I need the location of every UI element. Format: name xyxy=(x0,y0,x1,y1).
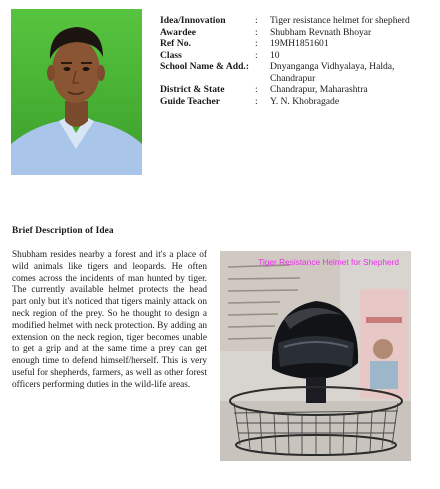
helmet-photo xyxy=(220,251,411,461)
detail-separator: : xyxy=(255,49,258,61)
detail-separator: : xyxy=(255,95,258,107)
detail-separator: : xyxy=(255,84,258,95)
detail-separator: : xyxy=(255,26,258,38)
photo-caption: Tiger Resistance Helmet for Shepherd xyxy=(258,257,399,267)
detail-row-school xyxy=(160,61,430,84)
detail-label: Class xyxy=(160,49,182,61)
detail-value: 10 xyxy=(270,49,280,61)
detail-label: District & State xyxy=(160,84,225,95)
detail-value: Y. N. Khobragade xyxy=(270,95,340,107)
detail-value: 19MH1851601 xyxy=(270,38,329,49)
detail-separator xyxy=(255,61,270,84)
detail-value: Chandrapur, Maharashtra xyxy=(270,84,368,95)
section-heading: Brief Description of Idea xyxy=(12,226,114,236)
awardee-details xyxy=(160,15,430,107)
detail-label: School Name & Add.: xyxy=(160,61,250,72)
detail-separator: : xyxy=(255,15,258,26)
detail-row-class xyxy=(160,50,430,62)
detail-value: Dnyanganga Vidhyalaya, Halda, Chandrapur xyxy=(270,61,395,84)
detail-row-district xyxy=(160,84,430,96)
awardee-photo xyxy=(11,9,142,175)
detail-row-guide xyxy=(160,96,430,108)
awardee-portrait-image xyxy=(11,9,142,175)
detail-row-idea xyxy=(160,15,430,27)
detail-row-awardee xyxy=(160,27,430,39)
detail-label: Awardee xyxy=(160,26,197,38)
detail-separator: : xyxy=(255,38,258,49)
detail-label: Idea/Innovation xyxy=(160,15,226,26)
idea-description: Shubham resides nearby a forest and it's a place of wild animals like tigers and leopards. He often comes across the incidents of man hunted by tiger. The currently available helmet protects the head part only but it's noticed that tigers mainly attack on neck region of the prey. So he thought to design a modified helmet with neck protection. By adding an extension on the neck region, tiger becomes unable to get a grip and at the same time a prey can get enough time to defend himself/herself. This is very useful for shepherds, farmers, as well as other forest officers performing duties in the wild-life areas. xyxy=(12,250,207,390)
detail-row-ref-no xyxy=(160,38,430,50)
detail-value: Shubham Revnath Bhoyar xyxy=(270,26,372,38)
detail-label: Guide Teacher xyxy=(160,95,220,107)
helmet-photo-image xyxy=(220,251,411,461)
detail-value: Tiger resistance helmet for shepherd xyxy=(270,15,410,26)
detail-label: Ref No. xyxy=(160,38,191,49)
